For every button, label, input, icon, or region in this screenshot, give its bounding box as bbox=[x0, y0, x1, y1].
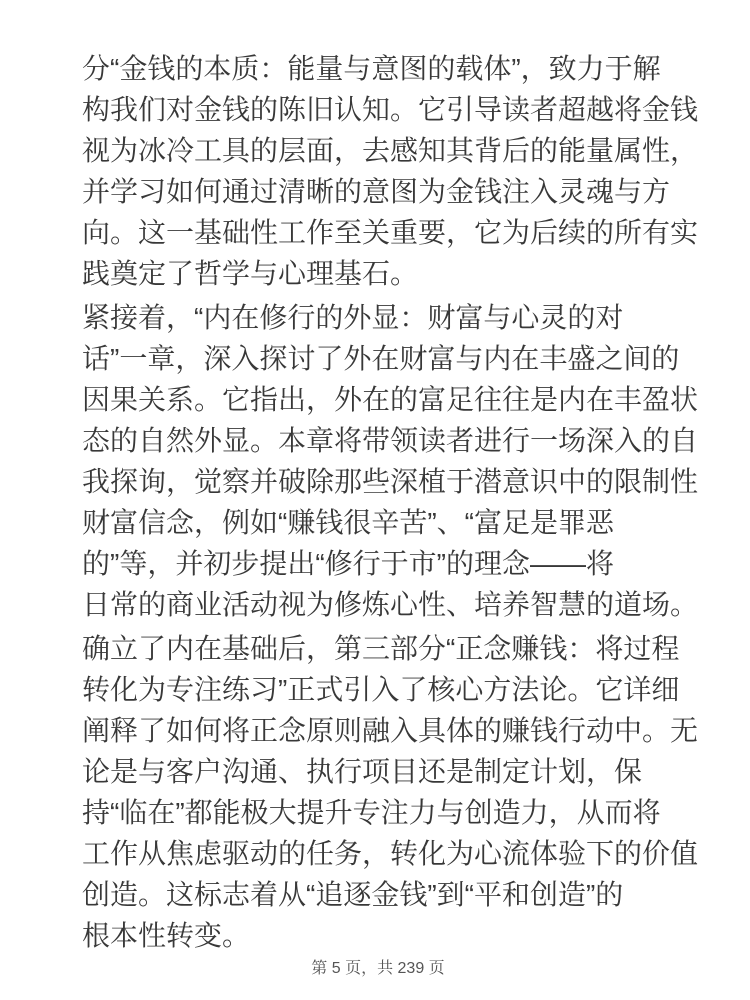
text-line: 我探询，觉察并破除那些深植于潜意识中的限制性 bbox=[82, 466, 699, 497]
text-line: 确立了内在基础后，第三部分“正念赚钱：将过程 bbox=[82, 633, 680, 664]
paragraph bbox=[82, 297, 699, 625]
text-line: 转化为专注练习”正式引入了核心方法论。它详细 bbox=[82, 674, 680, 705]
text-line: 并学习如何通过清晰的意图为金钱注入灵魂与方 bbox=[82, 176, 671, 207]
text-line: 的”等，并初步提出“修行于市”的理念——将 bbox=[82, 548, 614, 579]
text-line: 根本性转变。 bbox=[82, 920, 251, 951]
text-line: 践奠定了哲学与心理基石。 bbox=[82, 258, 419, 289]
page-number-footer: 第 5 页，共 239 页 bbox=[311, 960, 445, 977]
text-line: 创造。这标志着从“追逐金钱”到“平和创造”的 bbox=[82, 879, 624, 910]
text-line: 态的自然外显。本章将带领读者进行一场深入的自 bbox=[82, 425, 699, 456]
text-line: 分“金钱的本质：能量与意图的载体”，致力于解 bbox=[82, 53, 661, 84]
text-line: 视为冰冷工具的层面，去感知其背后的能量属性， bbox=[82, 135, 699, 166]
text-line: 论是与客户沟通、执行项目还是制定计划，保 bbox=[82, 756, 643, 787]
document-text bbox=[82, 48, 699, 956]
text-line: 持“临在”都能极大提升专注力与创造力，从而将 bbox=[82, 797, 661, 828]
text-line: 话”一章，深入探讨了外在财富与内在丰盛之间的 bbox=[82, 343, 680, 374]
text-line: 财富信念，例如“赚钱很辛苦”、“富足是罪恶 bbox=[82, 507, 614, 538]
paragraph bbox=[82, 628, 699, 956]
text-line: 工作从焦虑驱动的任务，转化为心流体验下的价值 bbox=[82, 838, 699, 869]
text-line: 向。这一基础性工作至关重要，它为后续的所有实 bbox=[82, 217, 699, 248]
text-line: 构我们对金钱的陈旧认知。它引导读者超越将金钱 bbox=[82, 94, 699, 125]
text-line: 因果关系。它指出，外在的富足往往是内在丰盈状 bbox=[82, 384, 699, 415]
paragraph bbox=[82, 48, 699, 294]
text-line: 日常的商业活动视为修炼心性、培养智慧的道场。 bbox=[82, 589, 699, 620]
text-line: 阐释了如何将正念原则融入具体的赚钱行动中。无 bbox=[82, 715, 699, 746]
text-line: 紧接着，“内在修行的外显：财富与心灵的对 bbox=[82, 302, 624, 333]
